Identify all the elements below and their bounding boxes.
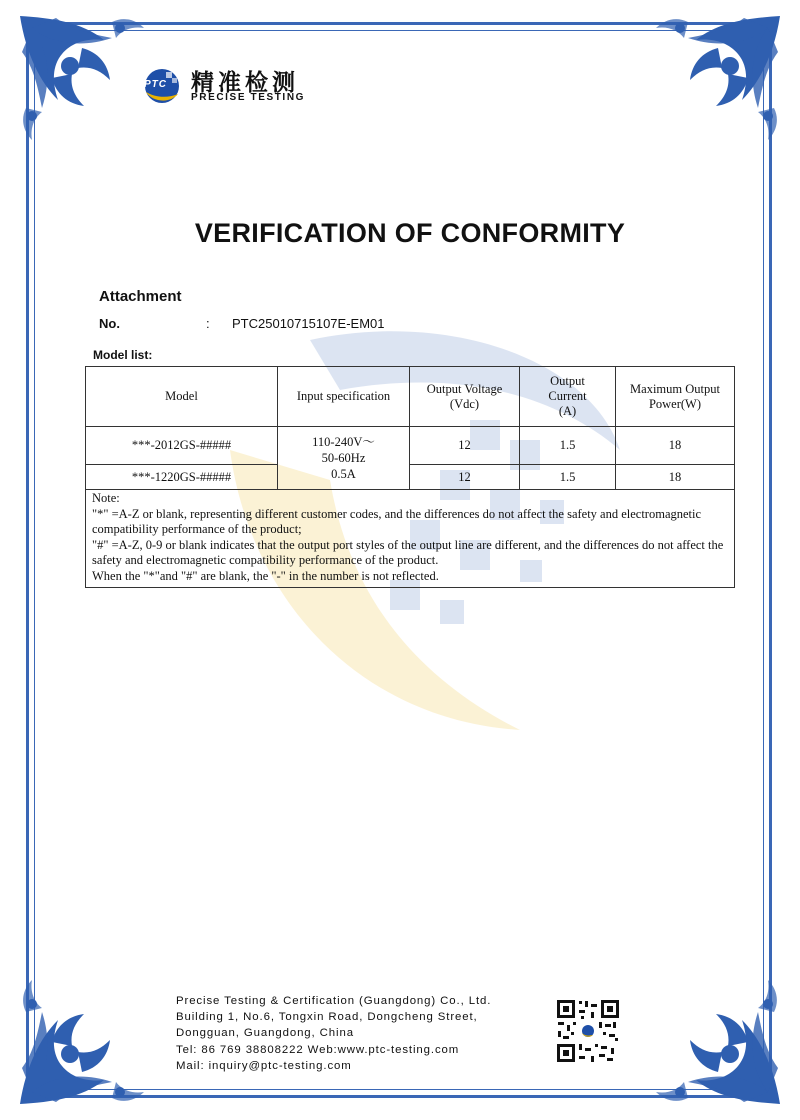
- corner-ornament-icon: [648, 972, 788, 1112]
- voltage-cell: 12: [410, 427, 520, 465]
- corner-ornament-icon: [12, 972, 152, 1112]
- certificate-number-colon: :: [206, 316, 210, 331]
- column-header-model: Model: [86, 367, 278, 427]
- model-cell: ***-1220GS-#####: [86, 465, 278, 490]
- column-header-input: Input specification: [278, 367, 410, 427]
- table-header-row: [86, 367, 735, 427]
- model-cell: ***-2012GS-#####: [86, 427, 278, 465]
- table-row: [86, 427, 735, 465]
- current-cell: 1.5: [520, 427, 616, 465]
- voltage-cell: 12: [410, 465, 520, 490]
- model-list-heading: Model list:: [93, 348, 153, 362]
- table-row: [86, 465, 735, 490]
- column-header-current: Output Current (A): [520, 367, 616, 427]
- input-spec-cell: [278, 427, 410, 490]
- power-cell: 18: [616, 465, 735, 490]
- table-note-row: [86, 490, 735, 588]
- corner-ornament-icon: [648, 8, 788, 148]
- company-name-english: PRECISE TESTING: [191, 92, 306, 103]
- page-title: VERIFICATION OF CONFORMITY: [194, 218, 626, 248]
- certificate-number-value: PTC25010715107E-EM01: [232, 316, 385, 331]
- note-line: Note:: [92, 491, 120, 505]
- attachment-heading: Attachment: [99, 288, 182, 305]
- input-spec-line: 110-240V～: [312, 435, 375, 449]
- certificate-number-label: No.: [99, 316, 120, 331]
- footer-address-line: Building 1, No.6, Tongxin Road, Dongcheng Street,: [176, 1011, 478, 1024]
- note-line: "*" =A-Z or blank, representing different customer codes, and the differences do not affect the safety and electromagnetic compatibility performance of the product;: [92, 506, 702, 537]
- column-header-voltage: Output Voltage (Vdc): [410, 367, 520, 427]
- logo-mark-text: PTC: [144, 79, 167, 90]
- footer-address-line: Dongguan, Guangdong, China: [176, 1027, 354, 1040]
- input-spec-line: 0.5A: [331, 467, 356, 481]
- power-cell: 18: [616, 427, 735, 465]
- footer-mail: Mail: inquiry@ptc-testing.com: [176, 1059, 352, 1072]
- note-cell: [86, 490, 735, 588]
- footer-tel-web: Tel: 86 769 38808222 Web:www.ptc-testing.com: [176, 1043, 460, 1056]
- footer-company: Precise Testing & Certification (Guangdong) Co., Ltd.: [176, 995, 492, 1007]
- note-line: When the "*"and "#" are blank, the "-" in the number is not reflected.: [92, 568, 439, 583]
- model-table: [85, 366, 735, 588]
- current-cell: 1.5: [520, 465, 616, 490]
- note-line: "#" =A-Z, 0-9 or blank indicates that the output port styles of the output line are different, and the differences do not affect the safety and electromagnetic compatibility performance of the product.: [92, 537, 724, 568]
- input-spec-line: 50-60Hz: [321, 451, 366, 465]
- column-header-power: Maximum Output Power(W): [616, 367, 735, 427]
- footer-contact: [176, 993, 491, 1074]
- corner-ornament-icon: [12, 8, 152, 148]
- qr-code-icon: [555, 998, 621, 1064]
- company-name-chinese: 精准检测: [191, 69, 299, 95]
